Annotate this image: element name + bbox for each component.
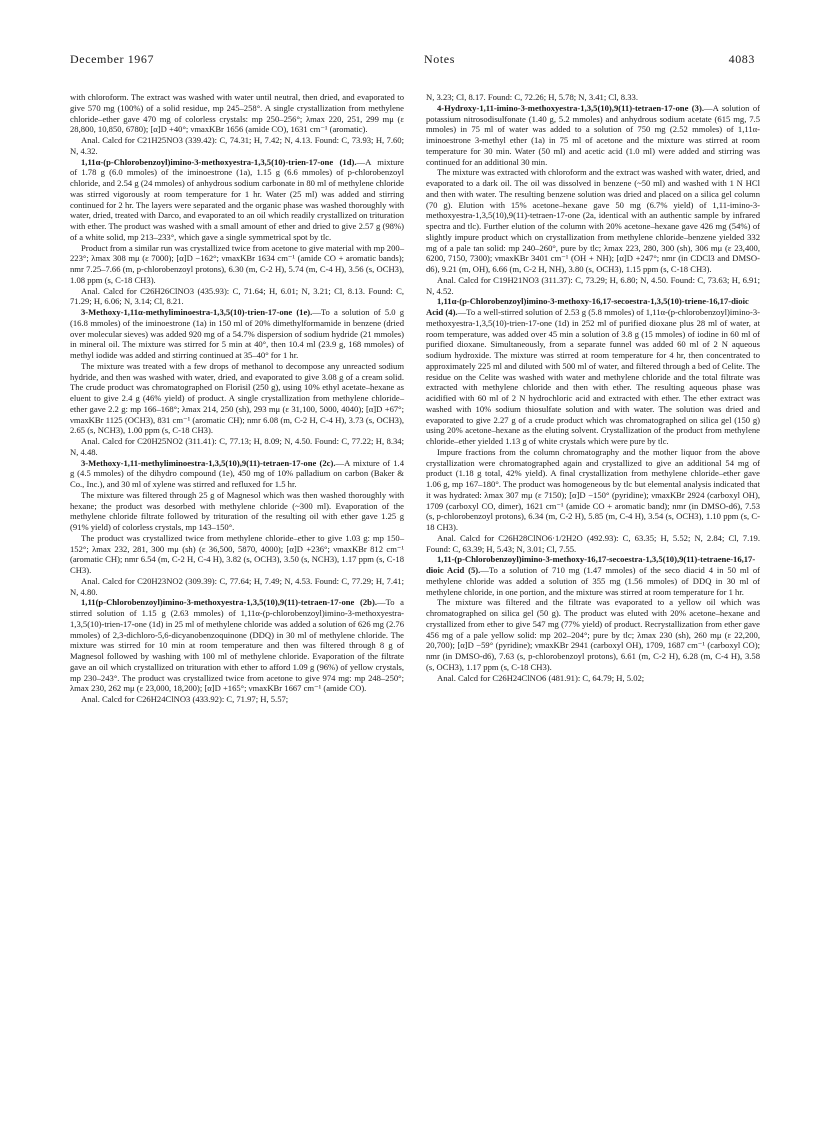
paragraph-text: —To a solution of 710 mg (1.47 mmoles) of the seco diacid 4 in 50 ml of methylene chloride was added a solution of 355 mg (1.56 mmoles) of DDQ in 30 ml of methylene chloride, in one portion, and the mixture was stirred at room temperature for 1 hr. [426, 565, 760, 597]
paragraph [70, 576, 404, 598]
paragraph-text: The mixture was treated with a few drops of methanol to decompose any unreacted sodium hydride, and then was washed with water, dried, and evaporated to give 3.08 g of a cream solid. The crude product was chromatographed on Florisil (250 g), using 10% ethyl acetate–hexane as eluent to give 2.4 g (46% yield) of product. A single crystallization from methylene chloride–ether gave 2.2 g: mp 166–168°; λmax 214, 250 (sh), 293 mμ (ε 31,100, 5000, 4040); [α]D +67°; νmaxKBr 1125 (OCH3), 831 cm⁻¹ (aromatic CH); nmr 6.08 (m, C-2 H, C-4 H), 3.73 (s, OCH3), 2.65 (s, NCH3), 1.00 ppm (s, C-18 CH3). [70, 360, 404, 436]
compound-heading: 1,11α-(p-Chlorobenzoyl)imino-3-methoxy-16,17-secoestra-1,3,5(10)-triene-16,17-dioic Acid (4). [426, 296, 749, 317]
compound-heading: 4-Hydroxy-1,11-imino-3-methoxyestra-1,3,5(10),9(11)-tetraen-17-one (3). [437, 102, 704, 113]
paragraph [426, 533, 760, 555]
paragraph [70, 436, 404, 458]
paragraph-text: The mixture was filtered through 25 g of Magnesol which was then washed thoroughly with hexane; the product was desorbed with methylene chloride (~300 ml). Evaporation of the methylene chloride filtrate followed by trituration of the resulting oil with ether gave 1.25 g (91% yield) of colorless crystals, mp 143–150°. [70, 489, 404, 532]
paragraph [70, 694, 404, 705]
paragraph-text: Anal. Calcd for C19H21NO3 (311.37): C, 73.29; H, 6.80; N, 4.50. Found: C, 73.63; H, 6.91; N, 4.52. [426, 274, 760, 296]
compound-heading: 1,11α-(p-Chlorobenzoyl)imino-3-methoxyestra-1,3,5(10)-trien-17-one (1d). [81, 156, 357, 167]
paragraph [426, 275, 760, 297]
compound-heading: 1,11-(p-Chlorobenzoyl)imino-3-methoxy-16,17-secoestra-1,3,5(10),9(11)-tetraene-16,17-dioic Acid (5). [426, 554, 756, 575]
paragraph [426, 554, 760, 597]
paragraph-text: with chloroform. The extract was washed with water until neutral, then dried, and evaporated to give 570 mg (100%) of a solid residue, mp 245–258°. A single crystallization from methylene chloride–ether gave 470 mg of colorless crystals: mp 250–256°; λmax 220, 251, 299 mμ (ε 28,800, 10,850, 6780); [α]D +40°; νmaxKBr 1656 (amide CO), 1631 cm⁻¹ (aromatic). [70, 92, 404, 135]
paragraph [70, 92, 404, 135]
paragraph-text: The product was crystallized twice from methylene chloride–ether to give 1.03 g: mp 150–152°; λmax 232, 281, 300 mμ (sh) (ε 36,500, 5870, 4000); [α]D +236°; νmaxKBr 812 cm⁻¹ (aromatic CH); nmr 6.54 (m, C-2 H, C-4 H), 3.82 (s, OCH3), 3.50 (s, NCH3), 1.17 ppm (s, C-18 CH3). [70, 532, 404, 575]
paragraph [426, 447, 760, 533]
compound-heading: 1,11(p-Chlorobenzoyl)imino-3-methoxyestra-1,3,5(10),9(11)-tetraen-17-one (2b). [81, 597, 377, 608]
paragraph-text: —To a solution of 5.0 g (16.8 mmoles) of the iminoestrone (1a) in 150 ml of 20% dimethylformamide in benzene (dried over molecular sieves) was added 920 mg of a 54.7% dispersion of sodium hydride (21 mmoles) in mineral oil. The mixture was stirred for 5 min at 40°, then 10.4 ml (23.9 g, 168 mmoles) of methyl iodide was added and stirring continued at 35–40° for 1 hr. [70, 307, 404, 360]
paragraph [426, 92, 760, 103]
paragraph [426, 673, 760, 684]
paragraph [70, 135, 404, 157]
paragraph [426, 167, 760, 275]
paragraph [70, 361, 404, 436]
paragraph [70, 490, 404, 533]
paragraph-text: —To a well-stirred solution of 2.53 g (5.8 mmoles) of 1,11α-(p-chlorobenzoyl)imino-3-methoxyestra-1,3,5(10)-trien-17-one (1d) in 252 ml of purified dioxane plus 28 ml of water, at room temperature, was added over 45 min a solution of 3.8 g (15 mmoles) of iodine in 60 ml of purified dioxane. Simultaneously, from a separate funnel was added 60 ml of 2 N aqueous sodium hydroxide. The mixture was stirred at room temperature for 4 hr, then concentrated to approximately 225 ml and diluted with 500 ml of water, and filtered through a bed of Celite. The residue on the Celite was washed with water and methylene chloride and the total filtrate was extracted with methylene chloride and then with ether. The resulting aqueous phase was acidified with 60 ml of 2 N hydrochloric acid and extracted with ether. The ether extract was washed with 10% sodium thiosulfate solution and with water. The solution was dried and evaporated to give 2.27 g of a crude product which was chromatographed on silica gel (150 g) using 20% acetone–hexane as the eluting solvent. Crystallization of the product from methylene chloride–ether yielded 1.13 g of white crystals which were pure by tlc. [426, 307, 760, 446]
paragraph [70, 286, 404, 308]
paragraph [70, 533, 404, 576]
left-column [70, 92, 404, 705]
paragraph-text: Anal. Calcd for C21H25NO3 (339.42): C, 74.31; H, 7.42; N, 4.13. Found: C, 73.93; H, 7.60; N, 4.32. [70, 135, 404, 156]
running-head-date: December 1967 [70, 52, 155, 66]
right-column [426, 92, 760, 683]
paragraph-text: Anal. Calcd for C20H25NO2 (311.41): C, 77.13; H, 8.09; N, 4.50. Found: C, 77.22; H, 8.34; N, 4.48. [70, 436, 404, 457]
paragraph-text: —A mixture of 1.78 g (6.0 mmoles) of the iminoestrone (1a), 1.15 g (6.6 mmoles) of p-chlorobenzoyl chloride, and 2.54 g (24 mmoles) of anhydrous sodium carbonate in 80 ml of methylene chloride was stirred vigorously at room temperature for 1 hr. Water (25 ml) was added and stirring continued for 2 hr. The layers were separated and the organic phase was washed thoroughly with water, dried, treated with Darco, and evaporated to an oil which readily crystallized on trituration with ether. The product was washed with a small amount of ether and dried to give 2.57 g (98%) of a white solid, mp 213–233°, which gave a single symmetrical spot by tlc. [70, 156, 404, 242]
paragraph [70, 458, 404, 490]
paragraph-text: Anal. Calcd for C20H23NO2 (309.39): C, 77.64; H, 7.49; N, 4.53. Found: C, 77.29; H, 7.41; N, 4.80. [70, 575, 404, 597]
paragraph-text: —A mixture of 1.4 g (4.5 mmoles) of the dihydro compound (1e), 450 mg of 10% palladium on carbon (Baker & Co., Inc.), and 30 ml of xylene was stirred and refluxed for 1.5 hr. [70, 457, 404, 489]
compound-heading: 3-Methoxy-1,11α-methyliminoestra-1,3,5(10)-trien-17-one (1e). [81, 307, 313, 317]
paragraph-text: —A solution of potassium nitrosodisulfonate (1.40 g, 5.2 mmoles) and anhydrous sodium acetate (615 mg, 7.5 mmoles) in 75 ml of water was added to a solution of 750 mg (2.52 mmoles) of 1,11α-iminoestrone 3-methyl ether (1a) in 75 ml of acetone and the mixture was stirred at room temperature for 30 min. Water (50 ml) and acetic acid (1.0 ml) were added and stirring was continued for an additional 30 min. [426, 102, 760, 167]
paragraph [426, 597, 760, 672]
paragraph-text: Product from a similar run was crystallized twice from acetone to give material with mp 200–223°; λmax 308 mμ (ε 7000); [α]D −162°; νmaxKBr 1634 cm⁻¹ (amide CO + aromatic bands); nmr 7.25–7.66 (m, p-chlorobenzoyl protons), 6.30 (m, C-2 H), 5.74 (m, C-4 H), 3.56 (s, OCH3), 1.08 ppm (s, C-18 CH3). [70, 242, 404, 285]
paragraph-text: —To a stirred solution of 1.15 g (2.63 mmoles) of 1,11α-(p-chlorobenzoyl)imino-3-methoxyestra-1,3,5(10)-trien-17-one (1d) in 25 ml of methylene chloride was added a solution of 626 mg (2.76 mmoles) of 2,3-dichloro-5,6-dicyanobenzoquinone (DDQ) in 30 ml of methylene chloride. The mixture was stirred for 10 min at room temperature and then was filtered through 8 g of Magnesol followed by washing with 100 ml of methylene chloride. Evaporation of the filtrate gave an oil which crystallized on trituration with ether to afford 1.09 g (96%) of yellow crystals, mp 230–243°. The product was crystallized twice from acetone to give 974 mg: mp 248–250°; λmax 230, 262 mμ (ε 23,000, 18,200); [α]D +165°; νmaxKBr 1667 cm⁻¹ (amide CO). [70, 597, 404, 694]
paragraph-text: Impure fractions from the column chromatography and the mother liquor from the above crystallization were chromatographed again and crystallized to give an additional 54 mg of product (1.18 g total, 42% yield). A final crystallization from methylene chloride–ether gave 1.06 g, mp 167–180°. The product was homogeneous by tlc but elemental analysis indicated that it was hydrated: λmax 307 mμ (ε 7150); [α]D −150° (pyridine); νmaxKBr 2924 (carboxyl OH), 1709 (carboxyl CO, dimer), 1621 cm⁻¹ (amide CO + aromatic band); nmr (in DMSO-d6), 7.53 (s, p-chlorobenzoyl protons), 6.34 (m, C-2 H), 5.85 (m, C-4 H), 3.54 (s, OCH3), 1.10 ppm (s, C-18 CH3). [426, 446, 760, 532]
compound-heading: 3-Methoxy-1,11-methyliminoestra-1,3,5(10),9(11)-tetraen-17-one (2c). [81, 457, 336, 468]
running-head-section: Notes [424, 52, 455, 66]
paragraph-text: Anal. Calcd for C26H24ClNO6 (481.91): C, 64.79; H, 5.02; [437, 672, 645, 683]
page-number: 4083 [728, 52, 755, 66]
paragraph-text: The mixture was extracted with chloroform and the extract was washed with water, dried, and evaporated to a dark oil. The oil was dissolved in benzene (~50 ml) and washed with 1 N HCl and then with water. The resulting benzene solution was dried and placed on a silica gel column (70 g). Elution with 15% acetone–hexane gave 50 mg (6.7% yield) of 1,11-imino-3-methoxyestra-1,3,5(10),9(11)-tetraen-17-one (2a, identical with an authentic sample by infrared spectra and tlc). Further elution of the column with 20% acetone–hexane gave 426 mg (54%) of slightly impure product which on crystallization from methylene chloride–benzene yielded 332 mg of a pale tan solid: mp 240–260°, pure by tlc; λmax 223, 280, 300 (sh), 306 mμ (ε 23,400, 6200, 7150, 7300); νmaxKBr 3401 cm⁻¹ (OH + NH); [α]D +247°; nmr (in CDCl3 and DMSO-d6), 9.21 (m, OH), 6.66 (m, C-2 H, NH), 3.80 (s, OCH3), 1.15 ppm (s, C-18 CH3). [426, 167, 760, 274]
paragraph [70, 597, 404, 694]
paragraph-text: N, 3.23; Cl, 8.17. Found: C, 72.26; H, 5.78; N, 3.41; Cl, 8.33. [426, 92, 638, 102]
paragraph [70, 307, 404, 361]
paragraph [426, 296, 760, 447]
paragraph [426, 103, 760, 168]
paragraph-text: The mixture was filtered and the filtrate was evaporated to a yellow oil which was chromatographed on silica gel (50 g). The product was eluted with 20% acetone–hexane and crystallized from ether to give 547 mg (77% yield) of product. Recrystallization from ether gave 456 mg of a pale yellow solid: mp 202–204°; pure by tlc; λmax 230 (sh), 260 mμ (ε 22,200, 20,700); [α]D −59° (pyridine); νmaxKBr 2941 (carboxyl OH), 1709, 1687 cm⁻¹ (carboxyl CO); nmr (in DMSO-d6), 7.63 (s, p-chlorobenzoyl protons), 6.61 (m, C-2 H), 6.28 (m, C-4 H), 3.58 (s, OCH3), 1.17 ppm (s, C-18 CH3). [426, 597, 760, 672]
paragraph-text: Anal. Calcd for C26H28ClNO6·1/2H2O (492.93): C, 63.35; H, 5.52; N, 2.84; Cl, 7.19. Found: C, 63.39; H, 5.43; N, 3.01; Cl, 7.55. [426, 532, 760, 554]
paragraph-text: Anal. Calcd for C26H24ClNO3 (433.92): C, 71.97; H, 5.57; [81, 694, 289, 704]
paragraph-text: Anal. Calcd for C26H26ClNO3 (435.93): C, 71.64; H, 6.01; N, 3.21; Cl, 8.13. Found: C, 71.29; H, 6.06; N, 3.14; Cl, 8.21. [70, 285, 404, 307]
paragraph [70, 243, 404, 286]
paragraph [70, 157, 404, 243]
